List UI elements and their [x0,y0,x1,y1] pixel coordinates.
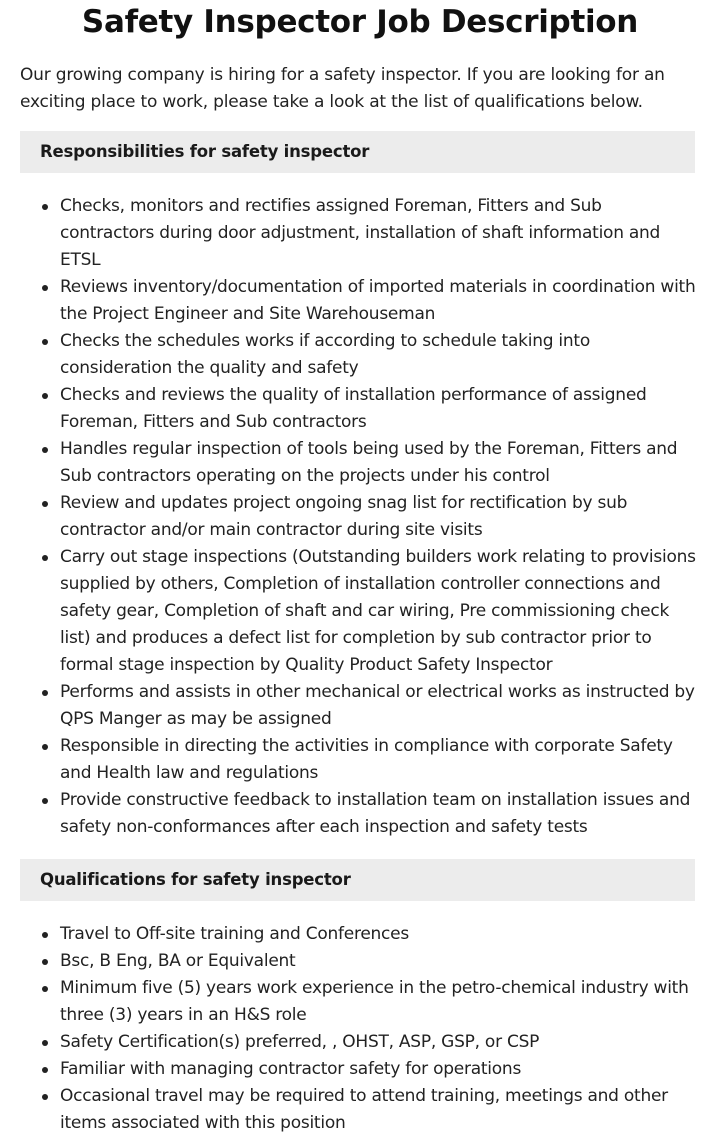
responsibilities-heading: Responsibilities for safety inspector [20,131,695,173]
responsibility-item [0,274,720,328]
qualification-text: Familiar with managing contractor safety for operations [60,1059,522,1079]
qualifications-list [0,921,720,1137]
responsibility-text: Carry out stage inspections (Outstanding builders work relating to provisions supplied by others, Completion of installation controller connections and safety gear, Completion of shaft and car wiring, Pre commissioning check list) and produces a defect list for completion by sub contractor prior to formal stage inspection by Quality Product Safety Inspector [60,547,696,675]
bullet-icon [42,986,48,992]
bullet-icon [42,1067,48,1073]
responsibility-text: Checks the schedules works if according to schedule taking into consideration the quality and safety [60,331,590,378]
bullet-icon [42,555,48,561]
bullet-icon [42,1094,48,1100]
bullet-icon [42,204,48,210]
qualification-text: Safety Certification(s) preferred, , OHST, ASP, GSP, or CSP [60,1032,540,1052]
qualification-text: Travel to Off-site training and Conferences [60,924,409,944]
responsibility-item [0,733,720,787]
bullet-icon [42,285,48,291]
bullet-icon [42,501,48,507]
responsibility-text: Provide constructive feedback to installation team on installation issues and safety non-conformances after each inspection and safety tests [60,790,691,837]
responsibility-text: Responsible in directing the activities in compliance with corporate Safety and Health law and regulations [60,736,673,783]
responsibility-text: Performs and assists in other mechanical or electrical works as instructed by QPS Manger as may be assigned [60,682,695,729]
bullet-icon [42,1040,48,1046]
responsibility-text: Checks, monitors and rectifies assigned Foreman, Fitters and Sub contractors during door adjustment, installation of shaft information and ETSL [60,196,661,270]
qualification-item [0,1083,720,1137]
responsibility-item [0,544,720,679]
responsibility-text: Reviews inventory/documentation of imported materials in coordination with the Project Engineer and Site Warehouseman [60,277,696,324]
bullet-icon [42,798,48,804]
bullet-icon [42,447,48,453]
qualification-item [0,975,720,1029]
qualification-text: Minimum five (5) years work experience in the petro-chemical industry with three (3) years in an H&S role [60,978,689,1025]
responsibility-item [0,787,720,841]
qualification-item [0,1029,720,1056]
responsibility-item [0,490,720,544]
responsibility-text: Handles regular inspection of tools being used by the Foreman, Fitters and Sub contractors operating on the projects under his control [60,439,678,486]
bullet-icon [42,932,48,938]
bullet-icon [42,959,48,965]
qualification-item [0,948,720,975]
responsibilities-list [0,193,720,841]
qualification-item [0,921,720,948]
qualification-text: Occasional travel may be required to attend training, meetings and other items associated with this position [60,1086,668,1133]
responsibility-text: Checks and reviews the quality of installation performance of assigned Foreman, Fitters and Sub contractors [60,385,647,432]
responsibility-item [0,679,720,733]
bullet-icon [42,744,48,750]
bullet-icon [42,690,48,696]
page-title: Safety Inspector Job Description [81,4,639,40]
qualification-item [0,1056,720,1083]
qualifications-heading: Qualifications for safety inspector [20,859,695,901]
bullet-icon [42,393,48,399]
responsibility-item [0,436,720,490]
responsibility-item [0,193,720,274]
qualification-text: Bsc, B Eng, BA or Equivalent [60,951,296,971]
responsibility-text: Review and updates project ongoing snag list for rectification by sub contractor and/or main contractor during site visits [60,493,628,540]
responsibility-item [0,382,720,436]
responsibility-item [0,328,720,382]
bullet-icon [42,339,48,345]
intro-paragraph: Our growing company is hiring for a safety inspector. If you are looking for an exciting place to work, please take a look at the list of qualifications below. [20,65,665,112]
